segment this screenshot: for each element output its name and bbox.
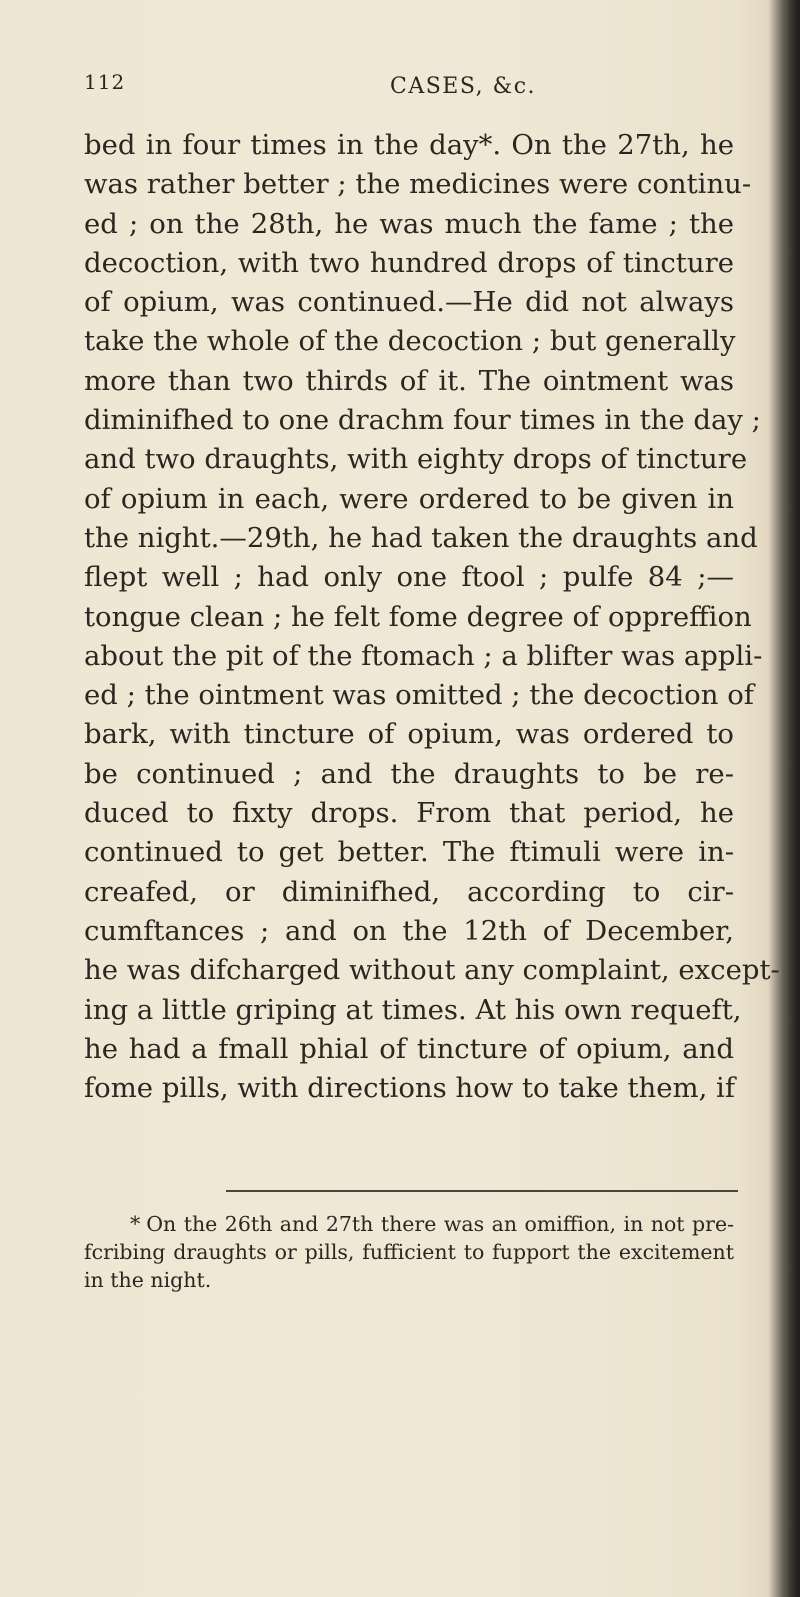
text-line: decoction, with two hundred drops of tincture	[84, 246, 734, 279]
text-line: take the whole of the decoction ; but generally	[84, 325, 736, 358]
page-number: 112	[84, 70, 126, 94]
text-line: fome pills, with directions how to take them, if	[84, 1072, 736, 1105]
text-line: ing a little griping at times. At his own requeft,	[84, 993, 742, 1026]
text-line: he was difcharged without any complaint, except-	[84, 954, 780, 987]
text-line: creafed, or diminifhed, according to cir-	[84, 875, 734, 908]
page-edge-shadow	[786, 0, 800, 1597]
footnote-rule	[226, 1190, 738, 1192]
text-line: continued to get better. The ftimuli were in-	[84, 836, 734, 869]
footnote-line: fcribing draughts or pills, fufficient to fupport the excitement	[84, 1240, 734, 1264]
text-line: cumftances ; and on the 12th of December,	[84, 914, 734, 947]
text-line: the night.—29th, he had taken the draughts and	[84, 521, 758, 554]
text-line: flept well ; had only one ftool ; pulfe 84 ;—	[84, 561, 734, 594]
text-line: be continued ; and the draughts to be re-	[84, 757, 734, 790]
running-head: CASES, &c.	[390, 74, 537, 99]
text-line: about the pit of the ftomach ; a blifter was appli-	[84, 639, 763, 672]
text-line: bed in four times in the day*. On the 27th, he	[84, 129, 734, 161]
text-line: duced to fixty drops. From that period, he	[84, 797, 734, 830]
footnote	[84, 1210, 734, 1294]
text-line: more than two thirds of it. The ointment was	[84, 364, 734, 397]
text-line: ed ; on the 28th, he was much the fame ; the	[84, 207, 734, 240]
text-line: ed ; the ointment was omitted ; the decoction of	[84, 679, 754, 712]
page-header	[84, 70, 724, 110]
text-line: of opium in each, were ordered to be given in	[84, 482, 734, 515]
text-line: was rather better ; the medicines were continu-	[84, 168, 752, 201]
footnote-line: in the night.	[84, 1268, 212, 1292]
body-text	[84, 126, 780, 1108]
text-line: and two draughts, with eighty drops of tincture	[84, 443, 748, 476]
text-line: bark, with tincture of opium, was ordered to	[84, 718, 734, 751]
footnote-marker: *	[130, 1212, 141, 1236]
footnote-line	[84, 1210, 734, 1238]
text-line: he had a fmall phial of tincture of opium, and	[84, 1032, 734, 1065]
text-line: diminifhed to one drachm four times in the day ;	[84, 404, 761, 437]
text-line: tongue clean ; he felt fome degree of oppreffion	[84, 600, 752, 633]
text-line: of opium, was continued.—He did not always	[84, 286, 734, 319]
footnote-text: On the 26th and 27th there was an omiffion, in not pre-	[146, 1212, 734, 1236]
